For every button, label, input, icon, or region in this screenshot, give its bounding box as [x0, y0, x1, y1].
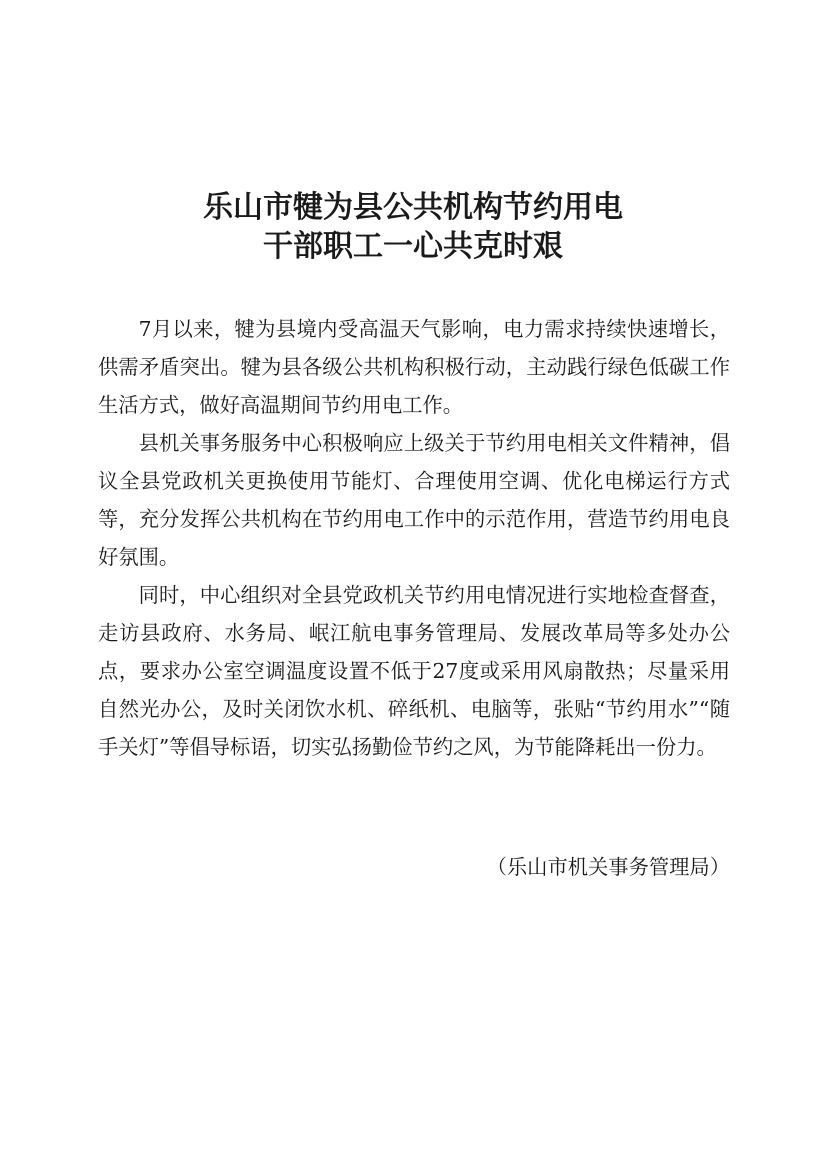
body-paragraph-3: 同时，中心组织对全县党政机关节约用电情况进行实地检查督查，走访县政府、水务局、岷江航电事务管理局、发展改革局等多处办公点，要求办公室空调温度设置不低于27度或采用风扇散热；尽量采用自然光办公，及时关闭饮水机、碎纸机、电脑等，张贴“节约用水”“随手关灯”等倡导标语，切实弘扬勤俭节约之风，为节能降耗出一份力。 [98, 583, 730, 759]
document-title-line-2: 干部职工一心共克时艰 [263, 229, 563, 264]
document-body [98, 310, 730, 766]
body-paragraph-1: 7月以来，犍为县境内受高温天气影响，电力需求持续快速增长，供需矛盾突出。犍为县各级公共机构积极行动，主动践行绿色低碳工作生活方式，做好高温期间节约用电工作。 [98, 317, 730, 417]
body-paragraph-2: 县机关事务服务中心积极响应上级关于节约用电相关文件精神，倡议全县党政机关更换使用节能灯、合理使用空调、优化电梯运行方式等，充分发挥公共机构在节约用电工作中的示范作用，营造节约用电良好氛围。 [98, 431, 730, 569]
document-signature: （乐山市机关事务管理局） [486, 855, 730, 879]
document-title-line-1: 乐山市犍为县公共机构节约用电 [203, 190, 623, 225]
